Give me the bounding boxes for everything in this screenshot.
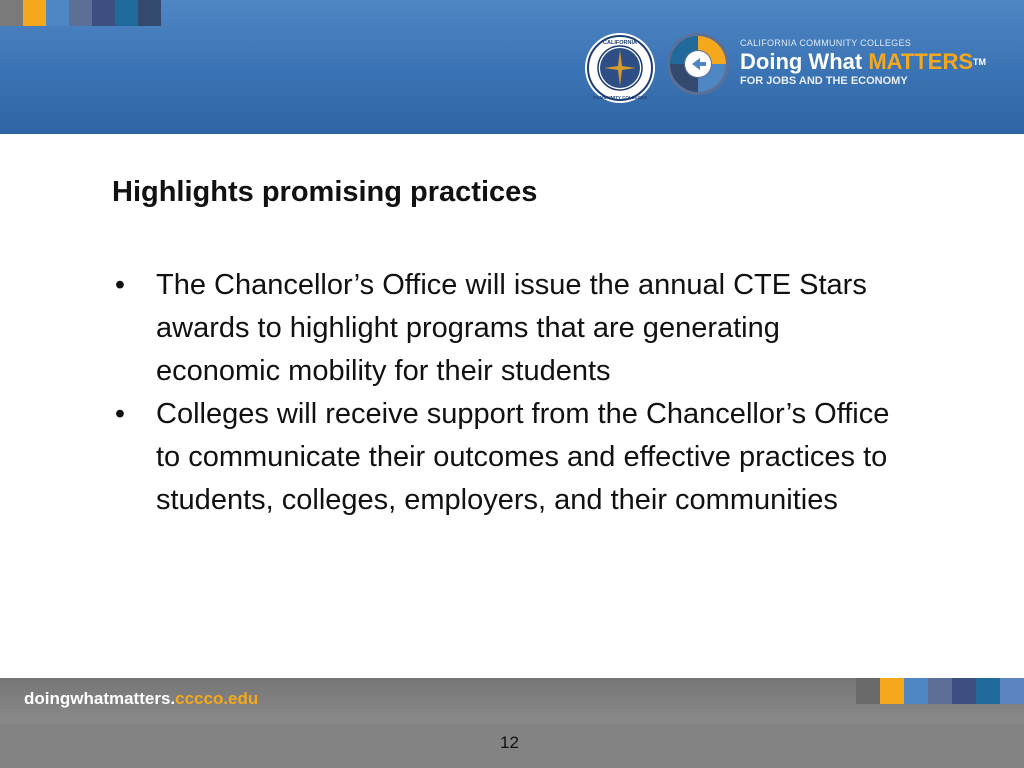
- swatch-navy: [92, 0, 115, 26]
- brand-wordmark: [740, 38, 986, 87]
- swatch-orange: [880, 678, 904, 704]
- page-number: 12: [500, 733, 519, 752]
- brand-name: [740, 49, 986, 75]
- seal-text-top: CALIFORNIA: [603, 40, 637, 46]
- swatch-light-blue: [1000, 678, 1024, 704]
- bullet-item: [110, 393, 890, 522]
- footer-url-part1: doingwhatmatters.: [24, 689, 176, 708]
- brand-trademark: TM: [973, 57, 987, 67]
- swatch-slate: [69, 0, 92, 26]
- footer-url-part2: cccco.edu: [175, 689, 259, 708]
- swatch-orange: [23, 0, 46, 26]
- footer-url[interactable]: [24, 689, 258, 709]
- swatch-blue: [46, 0, 69, 26]
- bullet-item: [110, 264, 890, 393]
- swatch-teal: [976, 678, 1000, 704]
- bullet-symbol: •: [114, 269, 126, 301]
- bullet-symbol: •: [114, 398, 126, 430]
- top-color-swatches: [0, 0, 161, 26]
- slide-title: Highlights promising practices: [112, 176, 538, 208]
- brand-name-part2: MATTERS: [868, 49, 974, 74]
- doing-what-matters-logo-icon: [666, 32, 730, 96]
- bullet-list: [110, 264, 890, 522]
- swatch-teal: [115, 0, 138, 26]
- california-community-colleges-seal-icon: [584, 32, 656, 104]
- swatch-blue: [904, 678, 928, 704]
- bullet-text: The Chancellor’s Office will issue the annual CTE Stars awards to highlight programs that are generating economic mobility for their students: [156, 269, 867, 387]
- bullet-text: Colleges will receive support from the Chancellor’s Office to communicate their outcomes and effective practices to students, colleges, employers, and their communities: [156, 398, 890, 516]
- brand-name-part1: Doing What: [740, 49, 869, 74]
- brand-small-line: CALIFORNIA COMMUNITY COLLEGES: [740, 38, 912, 48]
- brand-tagline: FOR JOBS AND THE ECONOMY: [740, 75, 908, 87]
- swatch-slate: [928, 678, 952, 704]
- swatch-gray: [856, 678, 880, 704]
- swatch-navy: [952, 678, 976, 704]
- swatch-dark-navy: [138, 0, 161, 26]
- seal-text-bottom: COMMUNITY COLLEGES: [593, 95, 647, 100]
- bottom-color-swatches: [856, 678, 1024, 704]
- swatch-gray: [0, 0, 23, 26]
